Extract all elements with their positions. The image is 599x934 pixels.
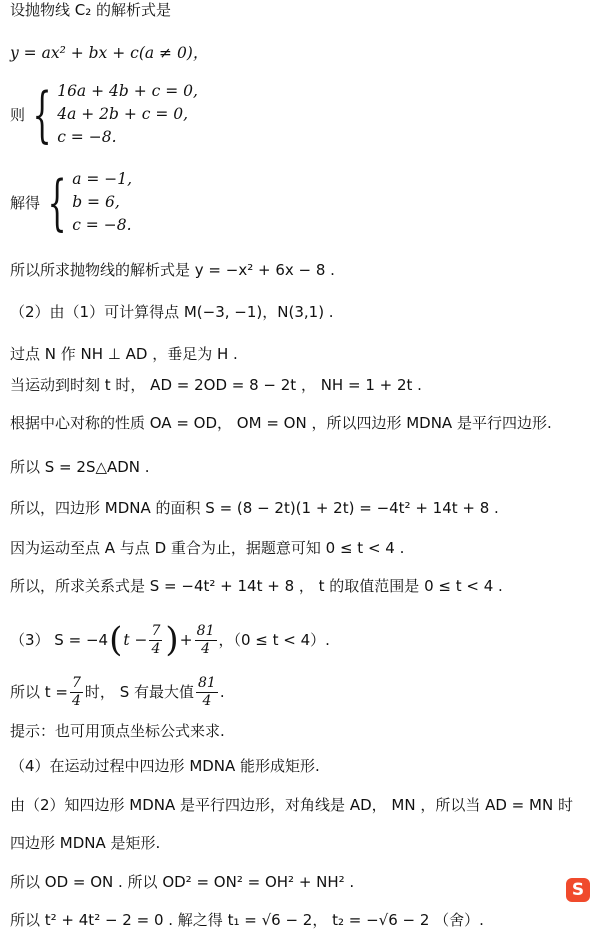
line-symmetry: 根据中心对称的性质 OA = OD， OM = ON ，所以四边形 MDNA 是平行四边形.	[10, 414, 552, 432]
solution-b: b = 6,	[72, 193, 120, 211]
line-relation: 所以，所求关系式是 S = −4t² + 14t + 8 ， t 的取值范围是 0 ≤ t < 4 .	[10, 577, 503, 595]
solution-list	[72, 168, 132, 237]
line-part3-vertex-form: （3） S = −4 ( t − $\frac{7}{4}$ ) + $\frac{81}{4}$ ，（0 ≤ t < 4）.	[10, 620, 330, 660]
system-prefix: 则	[10, 106, 26, 124]
fraction-t-7-4: $\frac{7}{4}$	[72, 674, 81, 709]
line-range-reason: 因为运动至点 A 与点 D 重合为止，据题意可知 0 ≤ t < 4 .	[10, 539, 405, 557]
line-general-form: y = ax² + bx + c(a ≠ 0)，	[10, 44, 209, 62]
equation-list	[57, 80, 198, 149]
line-solve-t: 所以 t² + 4t² − 2 = 0 . 解之得 t₁ = √6 − 2， t₂ = −√6 − 2 （舍）.	[10, 911, 484, 929]
line-parabola-result: 所以所求抛物线的解析式是 y = −x² + 6x − 8 .	[10, 261, 335, 279]
fraction-81-4: $\frac{81}{4}$	[196, 622, 215, 657]
system-equations	[10, 80, 198, 149]
fraction-7-4: $\frac{7}{4}$	[151, 622, 161, 657]
sogou-logo-icon: S	[566, 878, 590, 902]
equation-2: 4a + 2b + c = 0,	[57, 105, 189, 123]
solution-prefix: 解得	[10, 194, 41, 212]
line-perpendicular: 过点 N 作 NH ⊥ AD ，垂足为 H .	[10, 345, 238, 363]
line-area-double: 所以 S = 2S△ADN .	[10, 458, 150, 476]
solution-a: a = −1,	[72, 170, 133, 188]
line-diagonals: 由（2）知四边形 MDNA 是平行四边形，对角线是 AD， MN ，所以当 AD = MN 时	[10, 796, 573, 814]
equation-1: 16a + 4b + c = 0,	[57, 82, 198, 100]
line-max-value: 所以 t = $\frac{7}{4}$ 时， S 有最大值 $\frac{81}{4}$ .	[10, 674, 225, 709]
line-time-t: 当运动到时刻 t 时， AD = 2OD = 8 − 2t ， NH = 1 + 2t .	[10, 376, 422, 394]
solution-c: c = −8.	[72, 216, 132, 234]
fraction-max-81-4: $\frac{81}{4}$	[197, 674, 216, 709]
line-hint: 提示：也可用顶点坐标公式来求.	[10, 722, 225, 740]
brace-icon: {	[47, 167, 67, 238]
line-area-formula: 所以，四边形 MDNA 的面积 S = (8 − 2t)(1 + 2t) = −4t² + 14t + 8 .	[10, 499, 499, 517]
line-part2-points: （2）由（1）可计算得点 M(−3, −1)，N(3,1) .	[10, 303, 334, 321]
line-part4-rectangle: （4）在运动过程中四边形 MDNA 能形成矩形.	[10, 757, 320, 775]
left-paren: (	[109, 620, 123, 660]
line-intro: 设抛物线 C₂ 的解析式是	[10, 1, 172, 19]
brace-icon: {	[32, 79, 52, 150]
line-od-on: 所以 OD = ON . 所以 OD² = ON² = OH² + NH² .	[10, 873, 355, 891]
equation-3: c = −8.	[57, 128, 117, 146]
right-paren: )	[165, 620, 179, 660]
system-solution	[10, 168, 132, 237]
line-is-rectangle: 四边形 MDNA 是矩形.	[10, 834, 161, 852]
